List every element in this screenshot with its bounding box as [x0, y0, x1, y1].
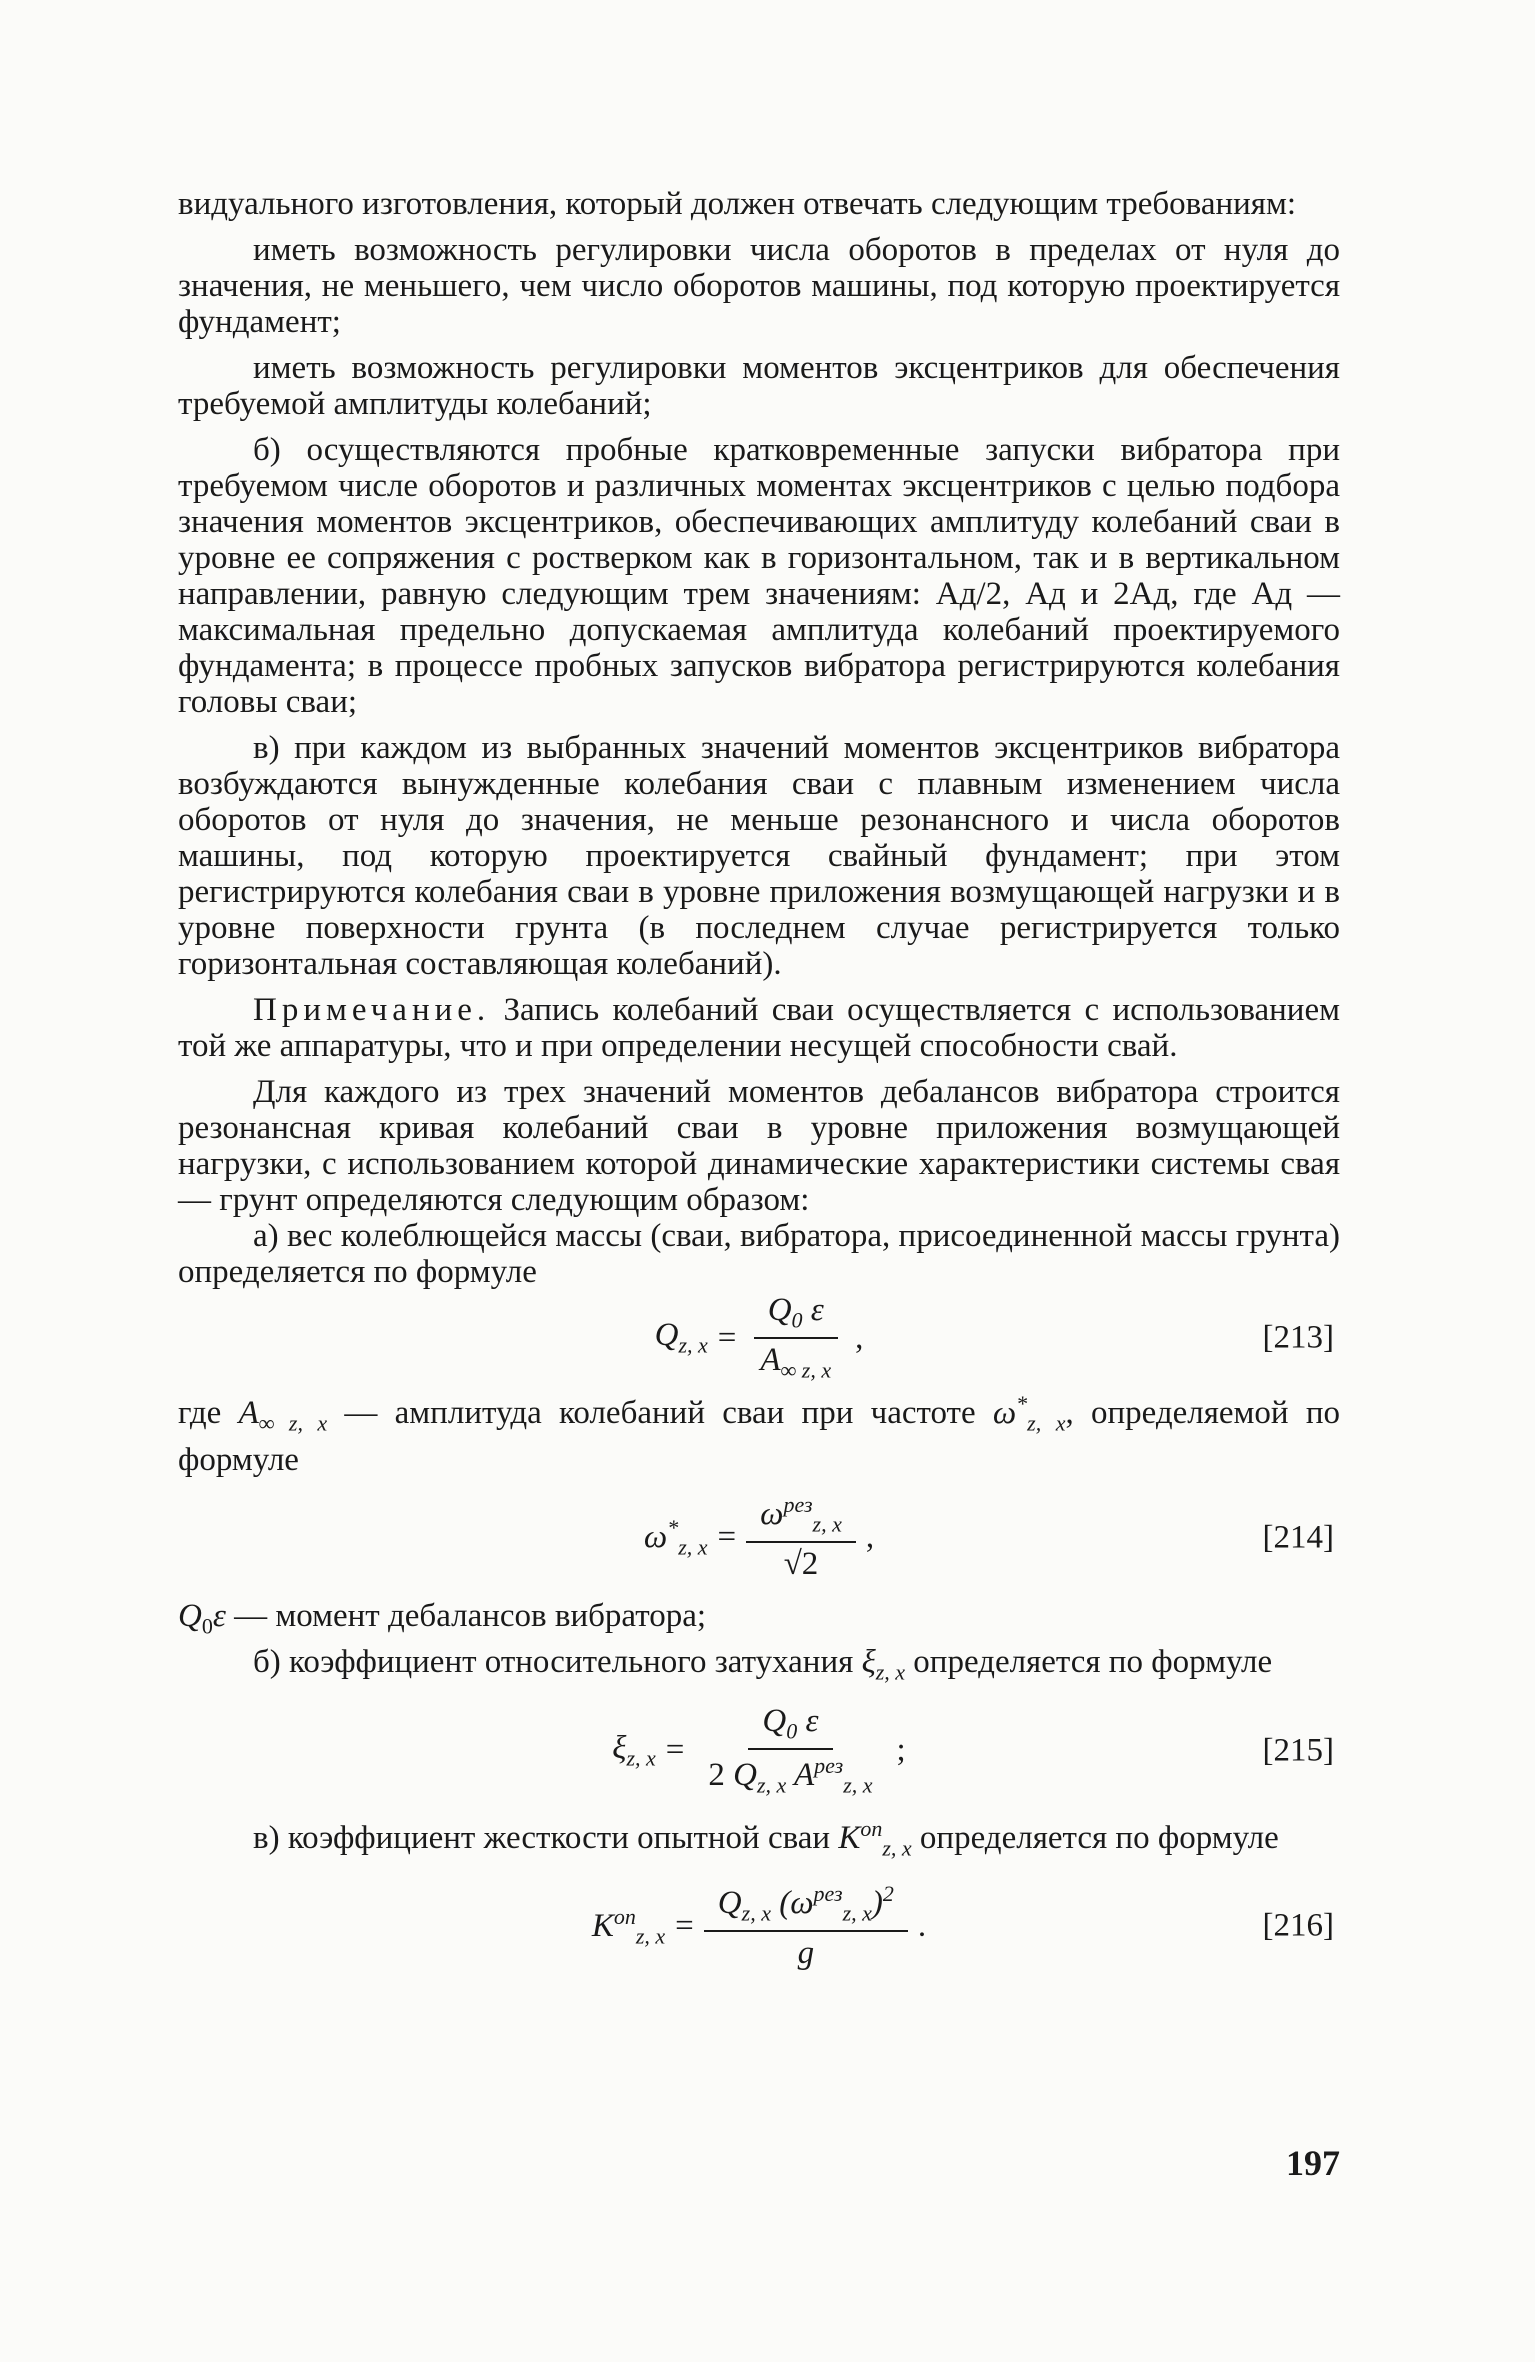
paragraph: в) коэффициент жесткости опытной сваи $K^{оп}_{z, x}$ определяется по формуле: [253, 1815, 1279, 1861]
text-fragment: — амплитуда колебаний сваи при частоте: [327, 1395, 993, 1431]
page-body: [178, 186, 1340, 1986]
note-paragraph: [178, 992, 1340, 1064]
text-fragment: б) коэффициент относительного затухания: [253, 1644, 862, 1681]
text-fragment: определяется по формуле: [911, 1819, 1279, 1856]
note-label: Примечание.: [253, 992, 491, 1028]
paragraph: а) вес колеблющейся массы (сваи, вибратора, присоединенной массы грунта) определяется по формуле: [178, 1218, 1340, 1290]
paragraph: Для каждого из трех значений моментов дебалансов вибратора строится резонансная кривая колебаний сваи в уровне приложения возмущающей нагрузки, с использованием которой динамические характеристики системы свая — грунт определяются следующим образом:: [178, 1074, 1340, 1218]
text-fragment: — момент дебалансов вибратора;: [225, 1597, 707, 1634]
text-fragment: , определяемой по формуле: [178, 1395, 1340, 1478]
paragraph: б) коэффициент относительного затухания $\xi_{z, x}$ определяется по формуле: [253, 1644, 1273, 1685]
paragraph: где $A_{\infty z, x}$ — амплитуда колебаний сваи при частоте $\omega^*_{z, x}$, определяемой по формуле: [178, 1391, 1340, 1478]
paragraph: иметь возможность регулировки числа оборотов в пределах от нуля до значения, не меньшего, чем число оборотов машины, под которую проектируется фундамент;: [178, 232, 1340, 340]
formula-216: [178, 1866, 1340, 1986]
paragraph: в) при каждом из выбранных значений моментов эксцентриков вибратора возбуждаются вынужденные колебания сваи с плавным изменением числа оборотов от нуля до значения, не меньше резонансного и числа оборотов машины, под которую проектируется свайный фундамент; при этом регистрируются колебания сваи в уровне приложения возмущающей нагрузки и в уровне поверхности грунта (в последнем случае регистрируется только горизонтальная составляющая колебаний).: [178, 730, 1340, 982]
formula-215: [178, 1691, 1340, 1811]
formula-expression: $\omega^*_{z, x}$ = $\frac{\omega^{рез}_{z, x}}{√2}$ ,: [643, 1492, 875, 1582]
formula-213: [178, 1290, 1340, 1386]
formula-expression: $K^{оп}_{z, x}$ = $\frac{Q_{z, x} (\omega^{рез}_{z, x})^2}{g}$ .: [591, 1881, 927, 1971]
formula-214: [178, 1478, 1340, 1598]
text-fragment: в) коэффициент жесткости опытной сваи: [253, 1819, 839, 1856]
formula-number: [214]: [1262, 1519, 1334, 1556]
formula-number: [213]: [1262, 1319, 1334, 1356]
paragraph: б) осуществляются пробные кратковременные запуски вибратора при требуемом числе оборотов и различных моментах эксцентриков с целью подбора значения моментов эксцентриков, обеспечивающих амплитуду колебаний сваи в уровне ее сопряжения с ростверком как в горизонтальном, так и в вертикальном направлении, равную следующим трем значениям: Aд/2, Aд и 2Aд, где Aд — максимальная предельно допускаемая амплитуда колебаний проектируемого фундамента; в процессе пробных запусков вибратора регистрируются колебания головы сваи;: [178, 432, 1340, 720]
paragraph: $Q_0\varepsilon$ — момент дебалансов вибратора;: [178, 1597, 707, 1639]
formula-expression: $Q_{z, x}$ = $\frac{Q_0 \varepsilon}{A_{\infty z, x}}$ ,: [654, 1292, 864, 1383]
text-fragment: где: [178, 1395, 239, 1431]
text-fragment: определяется по формуле: [905, 1644, 1273, 1681]
paragraph: иметь возможность регулировки моментов эксцентриков для обеспечения требуемой амплитуды колебаний;: [178, 350, 1340, 422]
formula-number: [215]: [1262, 1732, 1334, 1769]
formula-expression: $\xi_{z, x}$ = $\frac{Q_0 \varepsilon}{2 Q_{z, x} A^{рез}_{z, x}}$ ;: [612, 1703, 906, 1798]
formula-number: [216]: [1262, 1907, 1334, 1944]
note-text: Запись колебаний сваи осуществляется с использованием той же аппаратуры, что и при определении несущей способности свай.: [178, 992, 1340, 1064]
page-number: 197: [1286, 2143, 1340, 2183]
paragraph: видуального изготовления, который должен отвечать следующим требованиям:: [178, 186, 1297, 222]
